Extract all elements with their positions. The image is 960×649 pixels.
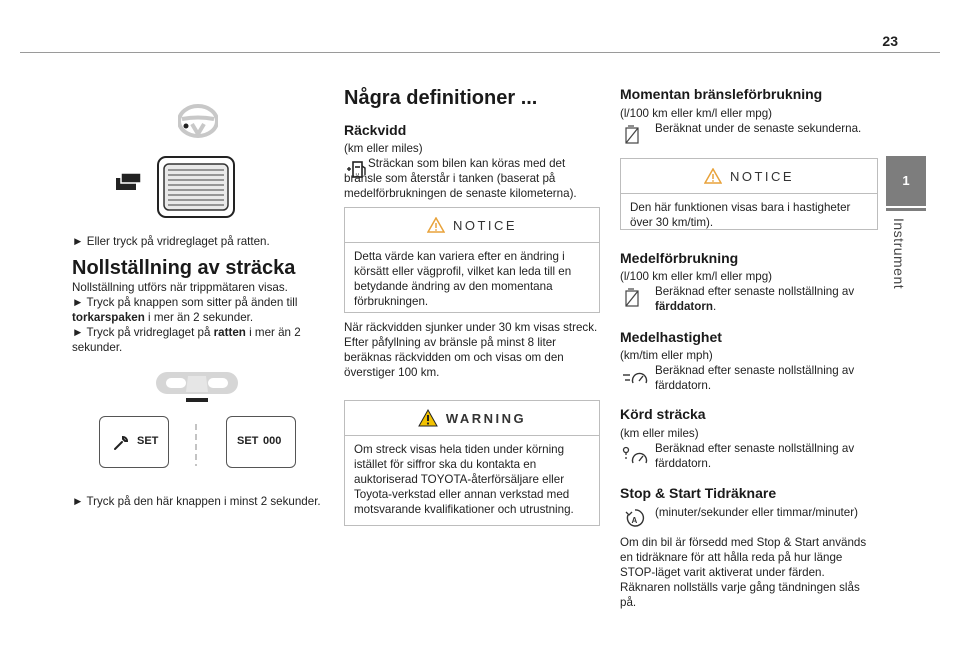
fuel-consumption-icon [624,288,642,308]
range-description: (km eller miles) Sträckan som bilen kan köras med det bränsle som återstår i tanken (baserat på medelförbrukningen de senaste kilometerna). [344,142,577,200]
fuel-pump-icon [346,159,368,181]
speed-icon [622,367,648,387]
subheading-instant-consumption: Momentan bränsleförbrukning [620,86,823,102]
step-rotary: ► Eller tryck på vridreglaget på ratten. [72,235,270,248]
steering-wheel-icon [178,104,218,138]
warning-header: WARNING [345,401,599,436]
notice-box-speed [620,158,878,230]
notice-triangle-icon [427,217,445,233]
subheading-stop-start: Stop & Start Tidräknare [620,485,777,501]
stop-start-icon [624,507,646,533]
set-label: SET [237,435,259,447]
wrench-icon [112,434,130,452]
subheading-range: Räckvidd [344,122,407,138]
notice-text: Den här funktionen visas bara i hastigheter över 30 km/tim). [630,201,851,229]
dashboard-icon [154,368,240,406]
distance-icon [622,445,648,467]
subheading-distance: Körd sträcka [620,406,706,422]
zeros-label: 000 [263,435,282,447]
section-heading-reset: Nollställning av sträcka [72,257,296,279]
warning-triangle-icon [418,409,438,427]
chapter-label: Instrument [891,218,907,290]
reset-instructions: Nollställning utförs när trippmätaren visas. ► Tryck på knappen som sitter på änden till torkarspaken i mer än 2 sekunder. ► Tryck på vridreglaget på ratten i mer än 2 sekunder. [72,281,301,354]
distance-description: (km eller miles) Beräknad efter senaste nollställning av färddatorn. [620,427,855,470]
header-rule [20,52,940,53]
section-heading-definitions: Några definitioner ... [344,87,538,109]
fuel-consumption-icon [624,125,642,145]
notice-header: NOTICE [621,159,877,194]
notice-text: Detta värde kan variera efter en ändring i körsätt eller vägprofil, vilket kan leda till en betydande ändring av den momentana förbrukningen. [354,250,572,308]
subheading-average-consumption: Medelförbrukning [620,250,739,266]
instant-consumption-description: (l/100 km eller km/l eller mpg) Beräknat under de senaste sekunderna. [620,106,876,136]
average-consumption-description: (l/100 km eller km/l eller mpg) Beräknad efter senaste nollställning av färddatorn. [620,270,855,313]
stop-start-description: A (minuter/sekunder eller timmar/minuter) Om din bil är försedd med Stop & Start används en tidräknare för att hålla reda på hur länge STOP-läget varit aktiverat under färden. Räknaren nollställs varje gång tändningen slås på. [620,506,867,609]
subheading-average-speed: Medelhastighet [620,329,722,345]
wiper-stalk-icon [114,156,236,218]
notice-header: NOTICE [345,208,599,243]
divider-dashed [193,424,199,466]
average-speed-description: (km/tim eller mph) Beräknad efter senaste nollställning av färddatorn. [620,349,855,392]
chapter-tab[interactable]: 1 [886,156,926,206]
warning-text: Om streck visas hela tiden under körning istället för siffror ska du kontakta en auktoriserad TOYOTA-återförsäljare eller Toyota-verkstad eller annan verkstad med motsvarande kvalifikationer och utrustning. [354,443,574,516]
page-number: 23 [882,33,898,49]
step-hold-button: ► Tryck på den här knappen i minst 2 sekunder. [72,495,321,508]
set-button[interactable] [99,416,169,468]
svg-text:A: A [631,516,638,525]
set-000-button[interactable] [226,416,296,468]
notice-triangle-icon [704,168,722,184]
chapter-tab-underline [886,208,926,211]
range-notes: När räckvidden sjunker under 30 km visas streck. Efter påfyllning av bränsle på minst 8 liter beräknas räckvidden om och visas om den överstiger 100 km. [344,321,598,379]
warning-box [344,400,600,526]
notice-box-range [344,207,600,313]
set-label: SET [137,435,159,447]
